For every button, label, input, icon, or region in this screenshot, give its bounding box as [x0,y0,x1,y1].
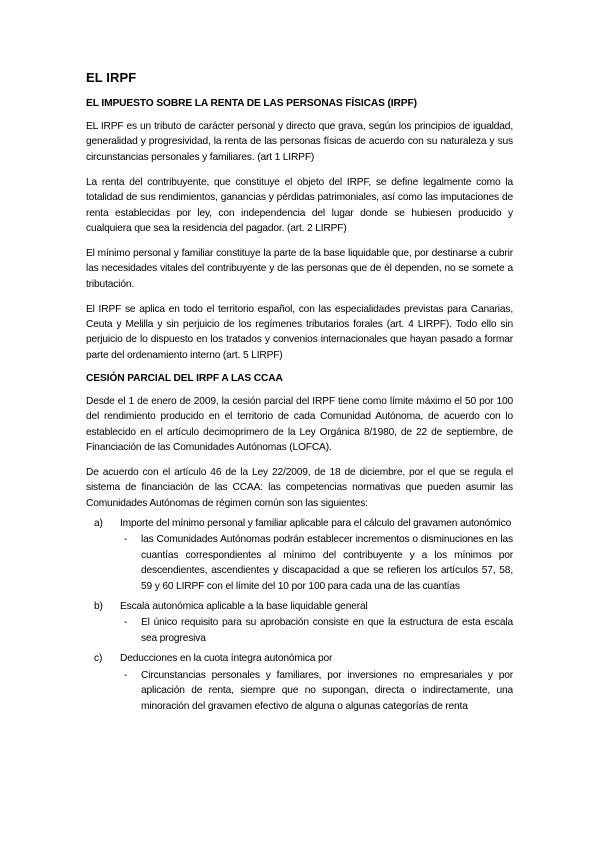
sub-list-item-text: Circunstancias personales y familiares, por inversiones no empresariales y por aplicación de renta, siempre que no supongan, directa o indirectamente, una minoración del gravamen efectivo de alguna o algunas categorías de renta [141,669,513,712]
competencias-list [86,516,513,714]
list-item-text: Importe del mínimo personal y familiar aplicable para el cálculo del gravamen autonómico [120,518,512,530]
list-marker: b) [94,601,103,613]
sub-list [120,668,513,714]
dash-marker: - [124,617,128,629]
paragraph-territorio: El IRPF se aplica en todo el territorio español, con las especialidades previstas para Canarias, Ceuta y Melilla y sin perjuicio de los regímenes tributarios forales (art. 4 LIRPF). Todo ello sin perjuicio de lo dispuesto en los tratados y convenios internacionales que hayan pasado a formar parte del ordenamiento interno (art. 5 LIRPF) [86,303,513,361]
section-heading-irpf: EL IMPUESTO SOBRE LA RENTA DE LAS PERSONAS FÍSICAS (IRPF) [86,98,417,109]
sub-list-item-text: las Comunidades Autónomas podrán establecer incrementos o disminuciones en las cuantías correspondientes al mínimo del contribuyente y a los mínimos por descendientes, ascendientes y discapacidad a que se refieren los artículos 57, 58, 59 y 60 LIRPF con el límite del 10 por 100 para cada una de las cuantías [141,534,513,592]
list-item-text: Escala autonómica aplicable a la base liquidable general [120,601,368,613]
paragraph-minimo: El mínimo personal y familiar constituye la parte de la base liquidable que, por destinarse a cubrir las necesidades vitales del contribuyente y de las personas que de él dependen, no se somete a tributación. [86,247,513,290]
page-title: EL IRPF [86,70,137,85]
list-marker: a) [94,518,103,530]
sub-list-item [120,532,513,594]
list-item [86,651,513,714]
dash-marker: - [124,669,128,681]
list-item-text: Deducciones en la cuota íntegra autonómica por [120,653,333,665]
sub-list [120,615,513,646]
list-marker: c) [94,653,103,665]
section-heading-cesion: CESIÓN PARCIAL DEL IRPF A LAS CCAA [86,372,283,384]
paragraph-competencias: De acuerdo con el artículo 46 de la Ley 22/2009, de 18 de diciembre, por el que se regula el sistema de financiación de las CCAA: las competencias normativas que pueden asumir las Comunidades Autónomas de régimen común son las siguientes: [86,466,513,509]
dash-marker: - [124,534,128,546]
paragraph-definition: EL IRPF es un tributo de carácter personal y directo que grava, según los principios de igualdad, generalidad y progresividad, la renta de las personas físicas de acuerdo con su naturaleza y sus circunstancias personales y familiares. (art 1 LIRPF) [86,121,513,163]
paragraph-cesion: Desde el 1 de enero de 2009, la cesión parcial del IRPF tiene como límite máximo el 50 por 100 del rendimiento producido en el territorio de cada Comunidad Autónoma, de acuerdo con lo establecido en el artículo decimoprimero de la Ley Orgánica 8/1980, de 22 de septiembre, de Financiación de las Comunidades Autónomas (LOFCA). [86,395,513,453]
paragraph-renta: La renta del contribuyente, que constituye el objeto del IRPF, se define legalmente como la totalidad de sus rendimientos, ganancias y pérdidas patrimoniales, así como las imputaciones de renta establecidas por ley, con independencia del lugar donde se hubiesen producido y cualquiera que sea la residencia del pagador. (art. 2 LIRPF) [86,176,513,234]
list-item [86,516,513,594]
sub-list-item [120,615,513,646]
list-item [86,599,513,646]
sub-list-item [120,668,513,714]
sub-list-item-text: El único requisito para su aprobación consiste en que la estructura de esta escala sea progresiva [141,617,513,644]
sub-list [120,532,513,594]
